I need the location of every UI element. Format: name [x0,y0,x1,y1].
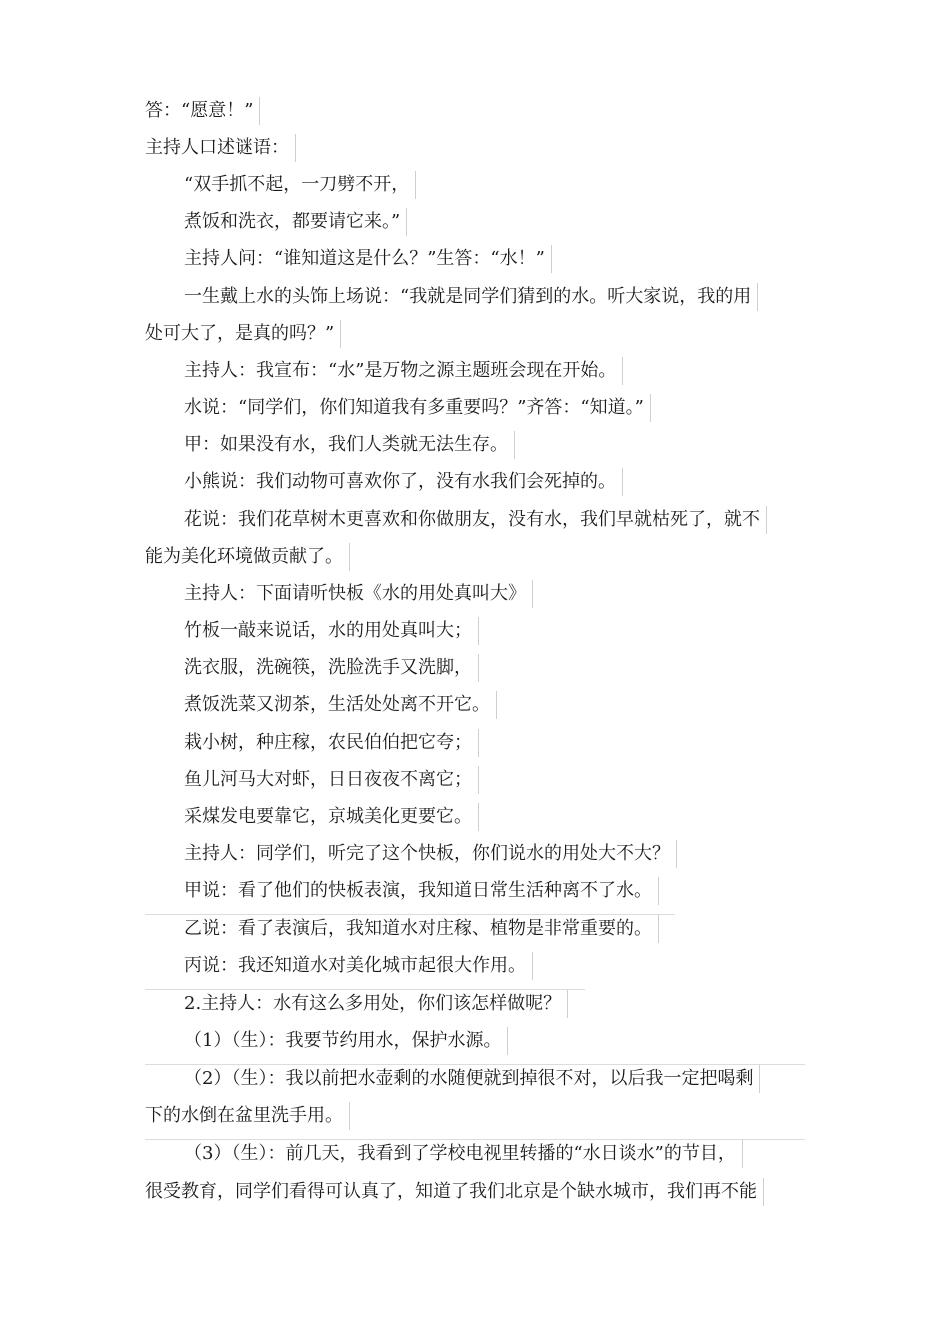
text-line: 甲说：看了他们的快板表演，我知道日常生活种离不了水。 [184,877,659,905]
text-line: “双手抓不起，一刀劈不开， [184,171,416,199]
text-line: 乙说：看了表演后，我知道水对庄稼、植物是非常重要的。 [184,915,659,943]
text-line: 2.主持人：水有这么多用处，你们该怎样做呢？ [184,990,568,1018]
text-line: （2）（生）：我以前把水壶剩的水随便就到掉很不对，以后我一定把喝剩 [184,1065,760,1093]
text-line: 洗衣服，洗碗筷，洗脸洗手又洗脚， [184,654,479,682]
text-line: 很受教育，同学们看得可认真了，知道了我们北京是个缺水城市，我们再不能 [145,1178,764,1206]
text-line: 处可大了，是真的吗？” [145,320,341,348]
text-line: 采煤发电要靠它，京城美化更要它。 [184,803,479,831]
text-line: 下的水倒在盆里洗手用。 [145,1102,350,1130]
text-line: （1）（生）：我要节约用水，保护水源。 [184,1027,508,1055]
text-line: 丙说：我还知道水对美化城市起很大作用。 [184,952,533,980]
text-line: 小熊说：我们动物可喜欢你了，没有水我们会死掉的。 [184,468,623,496]
text-line: 鱼儿河马大对虾，日日夜夜不离它； [184,766,479,794]
text-line: 煮饭洗菜又沏茶，生活处处离不开它。 [184,691,497,719]
text-line: 花说：我们花草树木更喜欢和你做朋友，没有水，我们早就枯死了，就不 [184,506,767,534]
text-line: 竹板一敲来说话，水的用处真叫大； [184,617,479,645]
text-line: 水说：“同学们，你们知道我有多重要吗？”齐答：“知道。” [184,394,651,422]
text-line: 主持人问：“谁知道这是什么？”生答：“水！” [184,245,552,273]
text-line: 一生戴上水的头饰上场说：“我就是同学们猜到的水。听大家说，我的用 [184,283,758,311]
text-line: 煮饭和洗衣，都要请它来。” [184,208,407,236]
text-line: 栽小树，种庄稼，农民伯伯把它夸； [184,729,479,757]
text-line: 主持人：我宣布：“水”是万物之源主题班会现在开始。 [184,357,623,385]
text-line: 主持人口述谜语： [145,134,296,162]
text-line: 能为美化环境做贡献了。 [145,543,350,571]
text-line: 甲：如果没有水，我们人类就无法生存。 [184,431,515,459]
text-line: 主持人：同学们，听完了这个快板，你们说水的用处大不大？ [184,840,677,868]
text-line: （3）（生）：前几天，我看到了学校电视里转播的“水日谈水”的节目， [184,1140,743,1168]
text-line: 答：“愿意！” [145,97,260,125]
text-line: 主持人：下面请听快板《水的用处真叫大》 [184,580,533,608]
